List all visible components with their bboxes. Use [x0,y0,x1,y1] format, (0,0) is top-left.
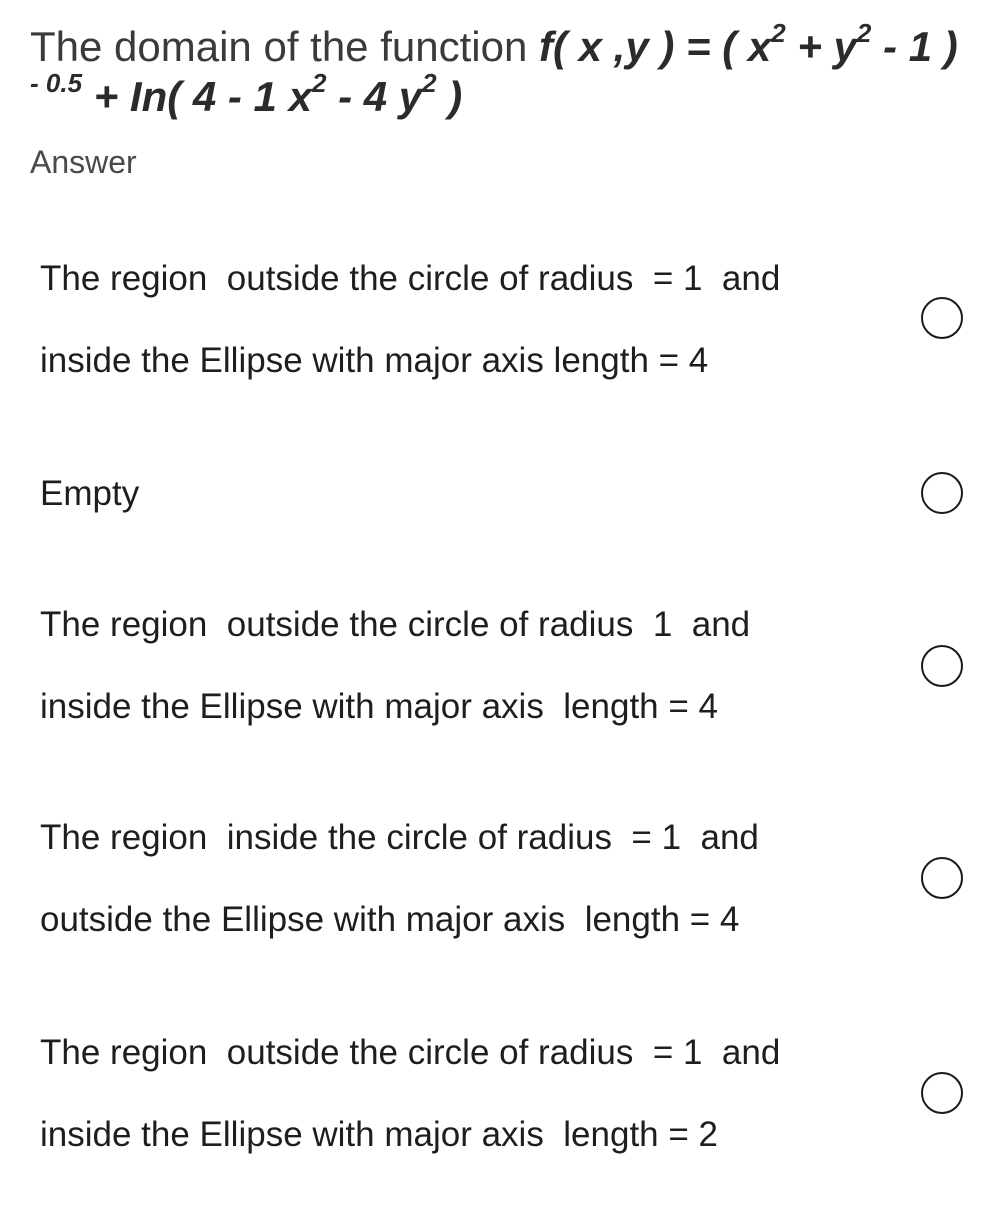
option-1-line-2: inside the Ellipse with major axis length = 4 [40,341,709,380]
question-text [30,18,970,122]
option-4-text [40,818,880,982]
option-2-line-1: Empty [40,474,140,513]
option-5-text [40,1033,880,1197]
function-expression: f( x ,y ) = ( $x^2 + y^2 - 1$ ) $^{- 0.5}$ + In( 4 - 1 $x^2 - 4$ $y^2$ ) [30,18,958,120]
option-4-line-2: outside the Ellipse with major axis length = 4 [40,900,740,939]
option-4-radio[interactable] [921,857,963,899]
answer-label: Answer [30,144,137,180]
option-5-line-2: inside the Ellipse with major axis length = 2 [40,1115,718,1154]
option-3-line-1: The region outside the circle of radius 1 and [40,605,751,644]
option-3-text [40,605,880,769]
option-5-line-1: The region outside the circle of radius = 1 and [40,1033,781,1072]
option-3-line-2: inside the Ellipse with major axis length = 4 [40,687,718,726]
option-1-line-1: The region outside the circle of radius = 1 and [40,259,781,298]
option-1-text [40,259,880,423]
option-4-line-1: The region inside the circle of radius = 1 and [40,818,759,857]
option-2-radio[interactable] [921,472,963,514]
question-prefix: The domain of the function [30,23,539,70]
option-5-radio[interactable] [921,1072,963,1114]
option-1-radio[interactable] [921,297,963,339]
option-3-radio[interactable] [921,645,963,687]
option-2-text [40,474,880,556]
